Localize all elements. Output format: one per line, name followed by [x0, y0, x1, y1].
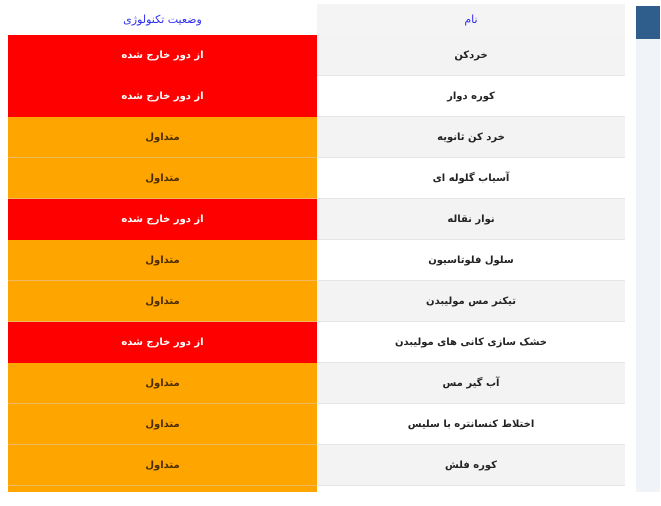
vertical-scrollbar[interactable] [636, 6, 660, 492]
status-cell: متداول [8, 240, 317, 281]
name-cell: خشک سازی کانی های مولیبدن [317, 322, 625, 363]
status-cell: متداول [8, 445, 317, 486]
status-cell: متداول [8, 117, 317, 158]
status-cell: متداول [8, 404, 317, 445]
status-cell: از دور خارج شده [8, 35, 317, 76]
technology-table-container[interactable] [8, 4, 625, 492]
table-row[interactable] [8, 363, 625, 404]
name-cell: خردکن [317, 35, 625, 76]
name-cell: کوره دوار [317, 76, 625, 117]
table-header-row [8, 4, 625, 35]
table-body [8, 35, 625, 492]
table-row[interactable] [8, 240, 625, 281]
table-row[interactable] [8, 35, 625, 76]
name-cell: سلول فلوتاسیون [317, 240, 625, 281]
name-cell: نوار نقاله [317, 199, 625, 240]
table-row[interactable] [8, 76, 625, 117]
table-row[interactable] [8, 322, 625, 363]
name-cell [317, 486, 625, 493]
status-cell: متداول [8, 158, 317, 199]
status-cell: از دور خارج شده [8, 322, 317, 363]
table-row[interactable] [8, 117, 625, 158]
name-cell: آسیاب گلوله ای [317, 158, 625, 199]
technology-table [8, 4, 625, 492]
scrollbar-thumb[interactable] [636, 6, 660, 39]
table-row-partial [8, 486, 625, 493]
name-cell: آب گیر مس [317, 363, 625, 404]
status-cell: از دور خارج شده [8, 199, 317, 240]
table-row[interactable] [8, 281, 625, 322]
table-row[interactable] [8, 158, 625, 199]
status-cell: متداول [8, 281, 317, 322]
table-row[interactable] [8, 404, 625, 445]
status-cell [8, 486, 317, 493]
status-cell: از دور خارج شده [8, 76, 317, 117]
header-name[interactable]: نام [317, 4, 625, 35]
header-status[interactable]: وضعیت تکنولوژی [8, 4, 317, 35]
table-row[interactable] [8, 199, 625, 240]
name-cell: اختلاط کنسانتره با سلیس [317, 404, 625, 445]
name-cell: خرد کن ثانویه [317, 117, 625, 158]
status-cell: متداول [8, 363, 317, 404]
name-cell: تیکنر مس مولیبدن [317, 281, 625, 322]
name-cell: کوره فلش [317, 445, 625, 486]
table-row[interactable] [8, 445, 625, 486]
